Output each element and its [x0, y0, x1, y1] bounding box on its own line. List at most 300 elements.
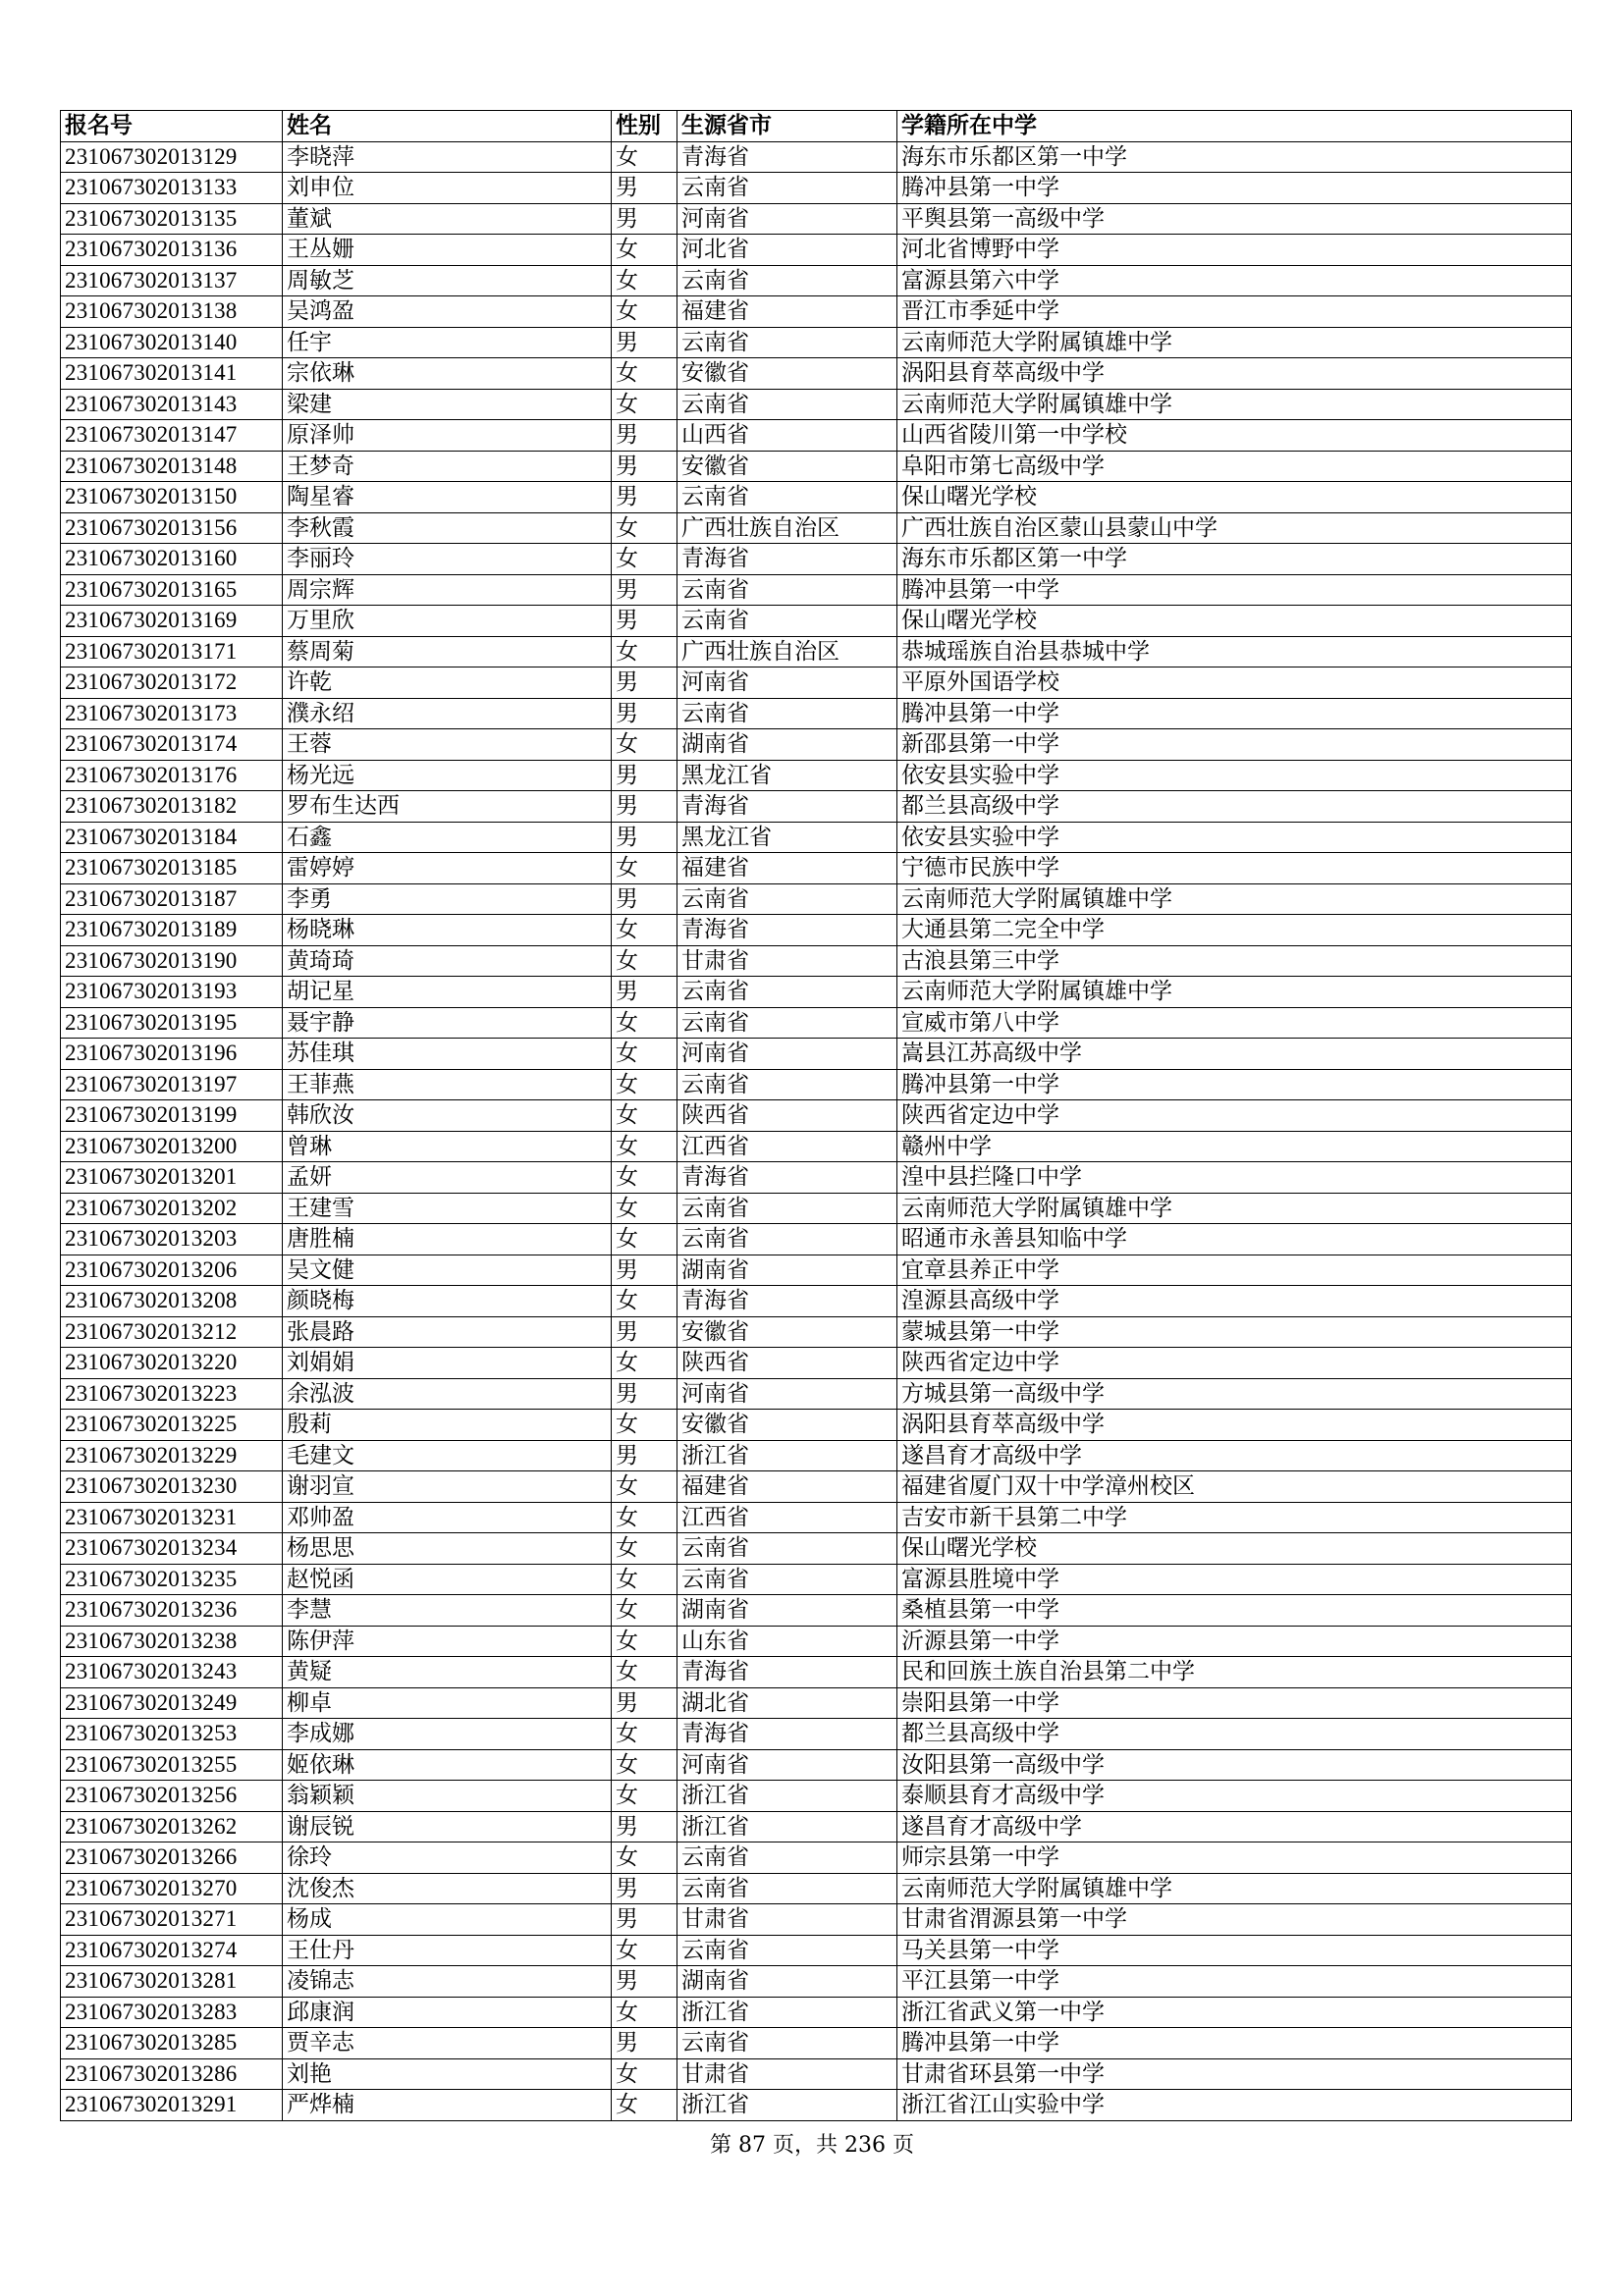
high-school-cell: 陕西省定边中学 [897, 1100, 1572, 1132]
table-row [61, 1935, 1572, 1966]
table-row [61, 265, 1572, 296]
province-cell: 湖南省 [677, 1966, 897, 1998]
name-cell: 原泽帅 [283, 420, 612, 452]
table-row [61, 1378, 1572, 1410]
name-cell: 孟妍 [283, 1162, 612, 1194]
registration-number-cell: 231067302013255 [61, 1749, 283, 1781]
registration-number-cell: 231067302013141 [61, 358, 283, 390]
registration-number-cell: 231067302013208 [61, 1286, 283, 1317]
name-cell: 李成娜 [283, 1719, 612, 1750]
high-school-cell: 沂源县第一中学 [897, 1626, 1572, 1657]
name-cell: 刘申位 [283, 173, 612, 204]
gender-cell: 男 [612, 1255, 677, 1286]
high-school-cell: 云南师范大学附属镇雄中学 [897, 327, 1572, 358]
high-school-cell: 师宗县第一中学 [897, 1842, 1572, 1874]
name-cell: 杨思思 [283, 1533, 612, 1565]
table-row [61, 1873, 1572, 1904]
gender-cell: 女 [612, 915, 677, 946]
table-row [61, 729, 1572, 761]
table-row [61, 667, 1572, 699]
province-cell: 云南省 [677, 173, 897, 204]
header-province: 生源省市 [677, 111, 897, 142]
province-cell: 福建省 [677, 1471, 897, 1503]
gender-cell: 女 [612, 265, 677, 296]
name-cell: 翁颖颖 [283, 1781, 612, 1812]
province-cell: 云南省 [677, 482, 897, 513]
registration-number-cell: 231067302013174 [61, 729, 283, 761]
registration-number-cell: 231067302013253 [61, 1719, 283, 1750]
registration-number-cell: 231067302013229 [61, 1440, 283, 1471]
name-cell: 宗依琳 [283, 358, 612, 390]
registration-number-cell: 231067302013176 [61, 760, 283, 791]
table-row [61, 1781, 1572, 1812]
name-cell: 姬依琳 [283, 1749, 612, 1781]
table-body [61, 141, 1572, 2120]
name-cell: 任宇 [283, 327, 612, 358]
table-row [61, 1193, 1572, 1224]
gender-cell: 女 [612, 512, 677, 544]
gender-cell: 男 [612, 791, 677, 823]
page-footer: 第 87 页，共 236 页 [710, 2133, 914, 2158]
registration-number-cell: 231067302013189 [61, 915, 283, 946]
high-school-cell: 海东市乐都区第一中学 [897, 141, 1572, 173]
table-row [61, 1224, 1572, 1255]
name-cell: 邓帅盈 [283, 1502, 612, 1533]
high-school-cell: 阜阳市第七高级中学 [897, 451, 1572, 482]
gender-cell: 女 [612, 2058, 677, 2090]
province-cell: 云南省 [677, 2028, 897, 2059]
registration-number-cell: 231067302013136 [61, 235, 283, 266]
province-cell: 云南省 [677, 606, 897, 637]
high-school-cell: 崇阳县第一中学 [897, 1687, 1572, 1719]
high-school-cell: 腾冲县第一中学 [897, 2028, 1572, 2059]
registration-number-cell: 231067302013135 [61, 203, 283, 235]
high-school-cell: 泰顺县育才高级中学 [897, 1781, 1572, 1812]
province-cell: 陕西省 [677, 1348, 897, 1379]
province-cell: 浙江省 [677, 1997, 897, 2028]
header-registration-number: 报名号 [61, 111, 283, 142]
table-row [61, 1316, 1572, 1348]
province-cell: 广西壮族自治区 [677, 636, 897, 667]
high-school-cell: 平舆县第一高级中学 [897, 203, 1572, 235]
high-school-cell: 平原外国语学校 [897, 667, 1572, 699]
table-row [61, 977, 1572, 1008]
admission-list-table [60, 110, 1572, 2121]
table-row [61, 1657, 1572, 1688]
province-cell: 河南省 [677, 1749, 897, 1781]
gender-cell: 男 [612, 574, 677, 606]
registration-number-cell: 231067302013291 [61, 2090, 283, 2121]
high-school-cell: 云南师范大学附属镇雄中学 [897, 1873, 1572, 1904]
province-cell: 浙江省 [677, 1781, 897, 1812]
gender-cell: 男 [612, 1811, 677, 1842]
table-row [61, 420, 1572, 452]
high-school-cell: 云南师范大学附属镇雄中学 [897, 1193, 1572, 1224]
table-row [61, 1564, 1572, 1595]
table-row [61, 482, 1572, 513]
registration-number-cell: 231067302013212 [61, 1316, 283, 1348]
table-row [61, 1842, 1572, 1874]
table-row [61, 2058, 1572, 2090]
registration-number-cell: 231067302013148 [61, 451, 283, 482]
province-cell: 安徽省 [677, 358, 897, 390]
province-cell: 河南省 [677, 203, 897, 235]
high-school-cell: 都兰县高级中学 [897, 791, 1572, 823]
high-school-cell: 马关县第一中学 [897, 1935, 1572, 1966]
province-cell: 甘肃省 [677, 2058, 897, 2090]
province-cell: 云南省 [677, 327, 897, 358]
name-cell: 吴文健 [283, 1255, 612, 1286]
province-cell: 云南省 [677, 1533, 897, 1565]
table-row [61, 945, 1572, 977]
registration-number-cell: 231067302013185 [61, 853, 283, 884]
name-cell: 陶星睿 [283, 482, 612, 513]
gender-cell: 女 [612, 1286, 677, 1317]
gender-cell: 男 [612, 883, 677, 915]
province-cell: 云南省 [677, 1007, 897, 1039]
high-school-cell: 保山曙光学校 [897, 1533, 1572, 1565]
gender-cell: 女 [612, 235, 677, 266]
table-row [61, 1904, 1572, 1936]
name-cell: 王仕丹 [283, 1935, 612, 1966]
name-cell: 黄疑 [283, 1657, 612, 1688]
gender-cell: 女 [612, 1657, 677, 1688]
province-cell: 云南省 [677, 883, 897, 915]
name-cell: 王蓉 [283, 729, 612, 761]
gender-cell: 女 [612, 1781, 677, 1812]
high-school-cell: 腾冲县第一中学 [897, 574, 1572, 606]
registration-number-cell: 231067302013171 [61, 636, 283, 667]
name-cell: 杨成 [283, 1904, 612, 1936]
registration-number-cell: 231067302013165 [61, 574, 283, 606]
high-school-cell: 平江县第一中学 [897, 1966, 1572, 1998]
gender-cell: 女 [612, 1069, 677, 1100]
gender-cell: 女 [612, 1131, 677, 1162]
province-cell: 云南省 [677, 1842, 897, 1874]
high-school-cell: 保山曙光学校 [897, 606, 1572, 637]
province-cell: 云南省 [677, 1069, 897, 1100]
registration-number-cell: 231067302013172 [61, 667, 283, 699]
province-cell: 云南省 [677, 698, 897, 729]
high-school-cell: 涡阳县育萃高级中学 [897, 358, 1572, 390]
high-school-cell: 桑植县第一中学 [897, 1595, 1572, 1627]
gender-cell: 女 [612, 1564, 677, 1595]
registration-number-cell: 231067302013262 [61, 1811, 283, 1842]
table-row [61, 1471, 1572, 1503]
name-cell: 周宗辉 [283, 574, 612, 606]
table-row [61, 791, 1572, 823]
high-school-cell: 海东市乐都区第一中学 [897, 544, 1572, 575]
province-cell: 青海省 [677, 1719, 897, 1750]
province-cell: 青海省 [677, 1286, 897, 1317]
registration-number-cell: 231067302013156 [61, 512, 283, 544]
high-school-cell: 晋江市季延中学 [897, 296, 1572, 328]
high-school-cell: 陕西省定边中学 [897, 1348, 1572, 1379]
high-school-cell: 浙江省武义第一中学 [897, 1997, 1572, 2028]
province-cell: 安徽省 [677, 451, 897, 482]
registration-number-cell: 231067302013197 [61, 1069, 283, 1100]
province-cell: 浙江省 [677, 2090, 897, 2121]
table-row [61, 1162, 1572, 1194]
gender-cell: 女 [612, 1842, 677, 1874]
gender-cell: 男 [612, 203, 677, 235]
gender-cell: 女 [612, 1471, 677, 1503]
table-row [61, 1007, 1572, 1039]
high-school-cell: 依安县实验中学 [897, 822, 1572, 853]
name-cell: 杨晓琳 [283, 915, 612, 946]
high-school-cell: 都兰县高级中学 [897, 1719, 1572, 1750]
gender-cell: 女 [612, 1100, 677, 1132]
high-school-cell: 宜章县养正中学 [897, 1255, 1572, 1286]
name-cell: 许乾 [283, 667, 612, 699]
province-cell: 广西壮族自治区 [677, 512, 897, 544]
province-cell: 黑龙江省 [677, 822, 897, 853]
name-cell: 罗布生达西 [283, 791, 612, 823]
gender-cell: 男 [612, 606, 677, 637]
table-row [61, 173, 1572, 204]
registration-number-cell: 231067302013187 [61, 883, 283, 915]
registration-number-cell: 231067302013160 [61, 544, 283, 575]
high-school-cell: 蒙城县第一中学 [897, 1316, 1572, 1348]
gender-cell: 女 [612, 1749, 677, 1781]
high-school-cell: 涡阳县育萃高级中学 [897, 1410, 1572, 1441]
gender-cell: 女 [612, 1533, 677, 1565]
province-cell: 河北省 [677, 235, 897, 266]
header-name: 姓名 [283, 111, 612, 142]
table-row [61, 853, 1572, 884]
registration-number-cell: 231067302013203 [61, 1224, 283, 1255]
name-cell: 毛建文 [283, 1440, 612, 1471]
table-row [61, 1255, 1572, 1286]
province-cell: 青海省 [677, 141, 897, 173]
gender-cell: 女 [612, 1935, 677, 1966]
gender-cell: 男 [612, 1687, 677, 1719]
registration-number-cell: 231067302013220 [61, 1348, 283, 1379]
name-cell: 严烨楠 [283, 2090, 612, 2121]
registration-number-cell: 231067302013184 [61, 822, 283, 853]
registration-number-cell: 231067302013238 [61, 1626, 283, 1657]
province-cell: 云南省 [677, 389, 897, 420]
registration-number-cell: 231067302013147 [61, 420, 283, 452]
name-cell: 徐玲 [283, 1842, 612, 1874]
name-cell: 石鑫 [283, 822, 612, 853]
high-school-cell: 云南师范大学附属镇雄中学 [897, 883, 1572, 915]
gender-cell: 女 [612, 853, 677, 884]
high-school-cell: 大通县第二完全中学 [897, 915, 1572, 946]
high-school-cell: 腾冲县第一中学 [897, 173, 1572, 204]
gender-cell: 男 [612, 1316, 677, 1348]
gender-cell: 男 [612, 173, 677, 204]
name-cell: 贾辛志 [283, 2028, 612, 2059]
high-school-cell: 湟源县高级中学 [897, 1286, 1572, 1317]
name-cell: 李秋霞 [283, 512, 612, 544]
gender-cell: 女 [612, 1719, 677, 1750]
registration-number-cell: 231067302013138 [61, 296, 283, 328]
gender-cell: 女 [612, 1224, 677, 1255]
high-school-cell: 吉安市新干县第二中学 [897, 1502, 1572, 1533]
registration-number-cell: 231067302013266 [61, 1842, 283, 1874]
registration-number-cell: 231067302013281 [61, 1966, 283, 1998]
name-cell: 蔡周菊 [283, 636, 612, 667]
name-cell: 胡记星 [283, 977, 612, 1008]
registration-number-cell: 231067302013195 [61, 1007, 283, 1039]
header-gender: 性别 [612, 111, 677, 142]
gender-cell: 男 [612, 1904, 677, 1936]
high-school-cell: 福建省厦门双十中学漳州校区 [897, 1471, 1572, 1503]
registration-number-cell: 231067302013129 [61, 141, 283, 173]
high-school-cell: 浙江省江山实验中学 [897, 2090, 1572, 2121]
table-row [61, 1286, 1572, 1317]
name-cell: 万里欣 [283, 606, 612, 637]
province-cell: 青海省 [677, 791, 897, 823]
gender-cell: 女 [612, 1039, 677, 1070]
name-cell: 李晓萍 [283, 141, 612, 173]
province-cell: 青海省 [677, 1657, 897, 1688]
gender-cell: 女 [612, 1410, 677, 1441]
table-row [61, 1039, 1572, 1070]
province-cell: 江西省 [677, 1131, 897, 1162]
name-cell: 余泓波 [283, 1378, 612, 1410]
province-cell: 湖北省 [677, 1687, 897, 1719]
province-cell: 云南省 [677, 265, 897, 296]
name-cell: 唐胜楠 [283, 1224, 612, 1255]
registration-number-cell: 231067302013223 [61, 1378, 283, 1410]
gender-cell: 女 [612, 141, 677, 173]
gender-cell: 女 [612, 1997, 677, 2028]
province-cell: 云南省 [677, 1224, 897, 1255]
province-cell: 浙江省 [677, 1811, 897, 1842]
table-row [61, 1749, 1572, 1781]
province-cell: 安徽省 [677, 1410, 897, 1441]
province-cell: 浙江省 [677, 1440, 897, 1471]
table-row [61, 822, 1572, 853]
province-cell: 云南省 [677, 1935, 897, 1966]
province-cell: 甘肃省 [677, 1904, 897, 1936]
name-cell: 沈俊杰 [283, 1873, 612, 1904]
name-cell: 凌锦志 [283, 1966, 612, 1998]
registration-number-cell: 231067302013143 [61, 389, 283, 420]
table-row [61, 327, 1572, 358]
high-school-cell: 富源县第六中学 [897, 265, 1572, 296]
high-school-cell: 汝阳县第一高级中学 [897, 1749, 1572, 1781]
table-row [61, 2028, 1572, 2059]
registration-number-cell: 231067302013200 [61, 1131, 283, 1162]
name-cell: 吴鸿盈 [283, 296, 612, 328]
province-cell: 陕西省 [677, 1100, 897, 1132]
high-school-cell: 富源县胜境中学 [897, 1564, 1572, 1595]
name-cell: 曾琳 [283, 1131, 612, 1162]
registration-number-cell: 231067302013190 [61, 945, 283, 977]
name-cell: 王梦奇 [283, 451, 612, 482]
province-cell: 云南省 [677, 1873, 897, 1904]
high-school-cell: 腾冲县第一中学 [897, 1069, 1572, 1100]
gender-cell: 女 [612, 1348, 677, 1379]
name-cell: 柳卓 [283, 1687, 612, 1719]
name-cell: 苏佳琪 [283, 1039, 612, 1070]
high-school-cell: 甘肃省环县第一中学 [897, 2058, 1572, 2090]
registration-number-cell: 231067302013271 [61, 1904, 283, 1936]
gender-cell: 女 [612, 358, 677, 390]
gender-cell: 女 [612, 945, 677, 977]
table-row [61, 451, 1572, 482]
registration-number-cell: 231067302013206 [61, 1255, 283, 1286]
high-school-cell: 依安县实验中学 [897, 760, 1572, 791]
gender-cell: 男 [612, 1966, 677, 1998]
registration-number-cell: 231067302013236 [61, 1595, 283, 1627]
table-row [61, 1131, 1572, 1162]
name-cell: 谢辰锐 [283, 1811, 612, 1842]
name-cell: 张晨路 [283, 1316, 612, 1348]
high-school-cell: 湟中县拦隆口中学 [897, 1162, 1572, 1194]
table-row [61, 883, 1572, 915]
high-school-cell: 甘肃省渭源县第一中学 [897, 1904, 1572, 1936]
gender-cell: 男 [612, 822, 677, 853]
registration-number-cell: 231067302013230 [61, 1471, 283, 1503]
name-cell: 梁建 [283, 389, 612, 420]
registration-number-cell: 231067302013173 [61, 698, 283, 729]
name-cell: 赵悦函 [283, 1564, 612, 1595]
table-row [61, 698, 1572, 729]
high-school-cell: 古浪县第三中学 [897, 945, 1572, 977]
province-cell: 青海省 [677, 1162, 897, 1194]
registration-number-cell: 231067302013283 [61, 1997, 283, 2028]
registration-number-cell: 231067302013270 [61, 1873, 283, 1904]
registration-number-cell: 231067302013133 [61, 173, 283, 204]
high-school-cell: 山西省陵川第一中学校 [897, 420, 1572, 452]
high-school-cell: 民和回族土族自治县第二中学 [897, 1657, 1572, 1688]
gender-cell: 女 [612, 296, 677, 328]
province-cell: 福建省 [677, 853, 897, 884]
name-cell: 韩欣汝 [283, 1100, 612, 1132]
table-row [61, 1595, 1572, 1627]
gender-cell: 女 [612, 1162, 677, 1194]
gender-cell: 男 [612, 1378, 677, 1410]
registration-number-cell: 231067302013256 [61, 1781, 283, 1812]
table-row [61, 2090, 1572, 2121]
registration-number-cell: 231067302013274 [61, 1935, 283, 1966]
gender-cell: 女 [612, 2090, 677, 2121]
registration-number-cell: 231067302013285 [61, 2028, 283, 2059]
table-row [61, 1410, 1572, 1441]
name-cell: 颜晓梅 [283, 1286, 612, 1317]
province-cell: 云南省 [677, 1564, 897, 1595]
registration-number-cell: 231067302013201 [61, 1162, 283, 1194]
high-school-cell: 新邵县第一中学 [897, 729, 1572, 761]
table-row [61, 1069, 1572, 1100]
province-cell: 江西省 [677, 1502, 897, 1533]
table-row [61, 606, 1572, 637]
registration-number-cell: 231067302013182 [61, 791, 283, 823]
high-school-cell: 腾冲县第一中学 [897, 698, 1572, 729]
high-school-cell: 云南师范大学附属镇雄中学 [897, 977, 1572, 1008]
province-cell: 黑龙江省 [677, 760, 897, 791]
name-cell: 周敏芝 [283, 265, 612, 296]
table-row [61, 1502, 1572, 1533]
gender-cell: 男 [612, 1873, 677, 1904]
table-header-row [61, 111, 1572, 142]
high-school-cell: 嵩县江苏高级中学 [897, 1039, 1572, 1070]
table-row [61, 1533, 1572, 1565]
province-cell: 安徽省 [677, 1316, 897, 1348]
high-school-cell: 赣州中学 [897, 1131, 1572, 1162]
table-row [61, 636, 1572, 667]
table-row [61, 1348, 1572, 1379]
table-row [61, 1811, 1572, 1842]
table-row [61, 235, 1572, 266]
high-school-cell: 恭城瑶族自治县恭城中学 [897, 636, 1572, 667]
name-cell: 陈伊萍 [283, 1626, 612, 1657]
table-row [61, 512, 1572, 544]
